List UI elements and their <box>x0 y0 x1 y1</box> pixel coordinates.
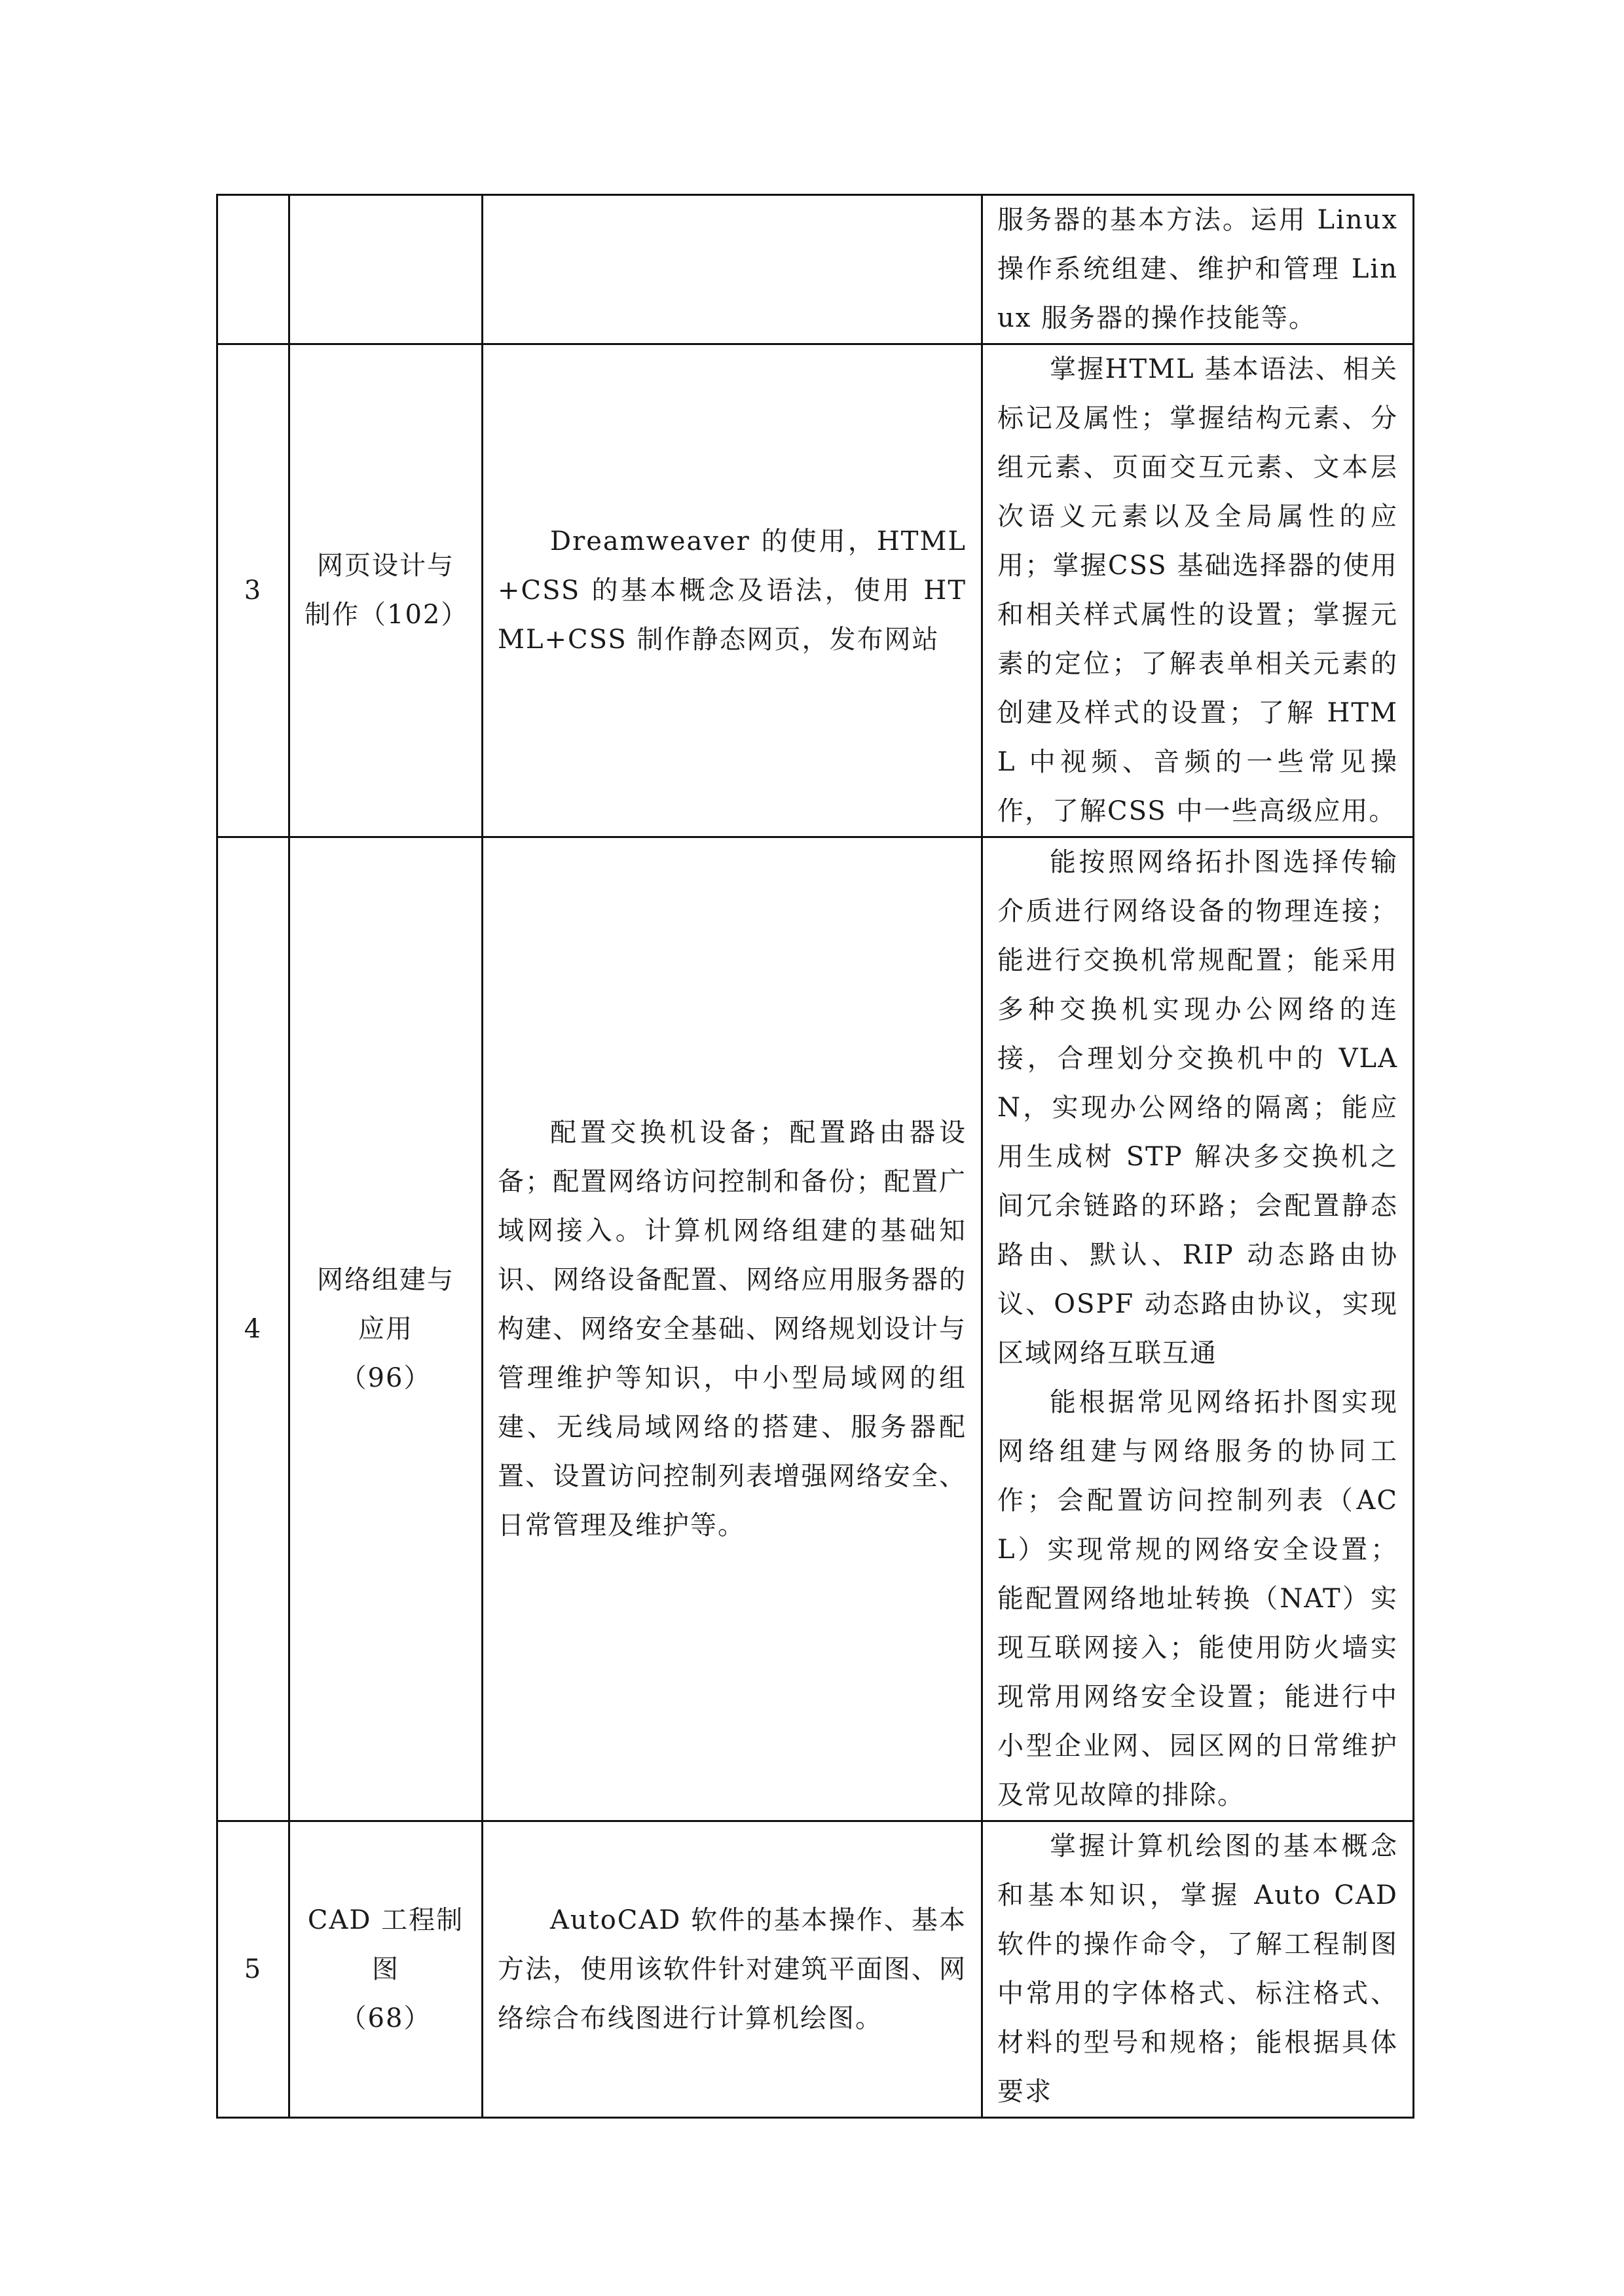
course-name-line: 应用 <box>358 1313 413 1344</box>
course-name-cell <box>289 1821 483 2118</box>
table-row <box>217 1821 1414 2118</box>
course-requirements-cell <box>982 344 1414 837</box>
course-name-cell <box>289 837 483 1821</box>
course-name-line: （96） <box>340 1362 432 1393</box>
course-table <box>216 194 1414 2119</box>
course-requirements-cell <box>982 1821 1414 2118</box>
course-content-cell <box>483 837 982 1821</box>
course-number-cell: 5 <box>217 1821 289 2118</box>
table-row <box>217 837 1414 1821</box>
course-name-line: 制作（102） <box>304 600 469 630</box>
course-name-cell <box>289 195 483 344</box>
course-requirements-text: 能根据常见网络拓扑图实现网络组建与网络服务的协同工作；会配置访问控制列表（ACL）实现常规的网络安全设置；能配置网络地址转换（NAT）实现互联网接入；能使用防火墙实现常用网络安全设置；能进行中小型企业网、园区网的日常维护及常见故障的排除。 <box>997 1387 1398 1810</box>
course-requirements-text: 服务器的基本方法。运用 Linux 操作系统组建、维护和管理 Linux 服务器的操作技能等。 <box>997 205 1398 333</box>
course-name-line: CAD 工程制图 <box>307 1904 464 1984</box>
course-number-cell: 3 <box>217 344 289 837</box>
table-row <box>217 195 1414 344</box>
table-row <box>217 344 1414 837</box>
course-number-cell <box>217 195 289 344</box>
course-number-cell: 4 <box>217 837 289 1821</box>
course-requirements-text: 能按照网络拓扑图选择传输介质进行网络设备的物理连接；能进行交换机常规配置；能采用多种交换机实现办公网络的连接，合理划分交换机中的 VLAN，实现办公网络的隔离；能应用生成树 STP 解决多交换机之间冗余链路的环路；会配置静态路由、默认、RIP 动态路由协议、OSPF 动态路由协议，实现区域网络互联互通 <box>997 847 1398 1368</box>
course-content-text: Dreamweaver 的使用，HTML+CSS 的基本概念及语法，使用 HTML+CSS 制作静态网页，发布网站 <box>498 526 967 655</box>
course-content-cell <box>483 1821 982 2118</box>
course-requirements-text: 掌握计算机绘图的基本概念和基本知识，掌握 Auto CAD 软件的操作命令，了解工程制图中常用的字体格式、标注格式、材料的型号和规格；能根据具体要求 <box>997 1831 1398 2107</box>
course-content-cell <box>483 344 982 837</box>
course-name-line: 网页设计与 <box>317 551 454 581</box>
course-content-text: 配置交换机设备；配置路由器设备；配置网络访问控制和备份；配置广域网接入。计算机网络组建的基础知识、网络设备配置、网络应用服务器的构建、网络安全基础、网络规划设计与管理维护等知识，中小型局域网的组建、无线局域网络的搭建、服务器配置、设置访问控制列表增强网络安全、日常管理及维护等。 <box>498 1117 967 1540</box>
course-requirements-text: 掌握HTML 基本语法、相关标记及属性；掌握结构元素、分组元素、页面交互元素、文本层次语义元素以及全局属性的应用；掌握CSS 基础选择器的使用和相关样式属性的设置；掌握元素的定位；了解表单相关元素的创建及样式的设置；了解 HTML 中视频、音频的一些常见操作，了解CSS 中一些高级应用。 <box>997 354 1398 826</box>
course-name-line: 网络组建与 <box>317 1264 454 1295</box>
course-requirements-cell <box>982 195 1414 344</box>
course-name-cell <box>289 344 483 837</box>
course-requirements-cell <box>982 837 1414 1821</box>
course-name-line: （68） <box>340 2003 432 2033</box>
course-content-cell <box>483 195 982 344</box>
course-content-text: AutoCAD 软件的基本操作、基本方法，使用该软件针对建筑平面图、网络综合布线图进行计算机绘图。 <box>498 1904 967 2033</box>
